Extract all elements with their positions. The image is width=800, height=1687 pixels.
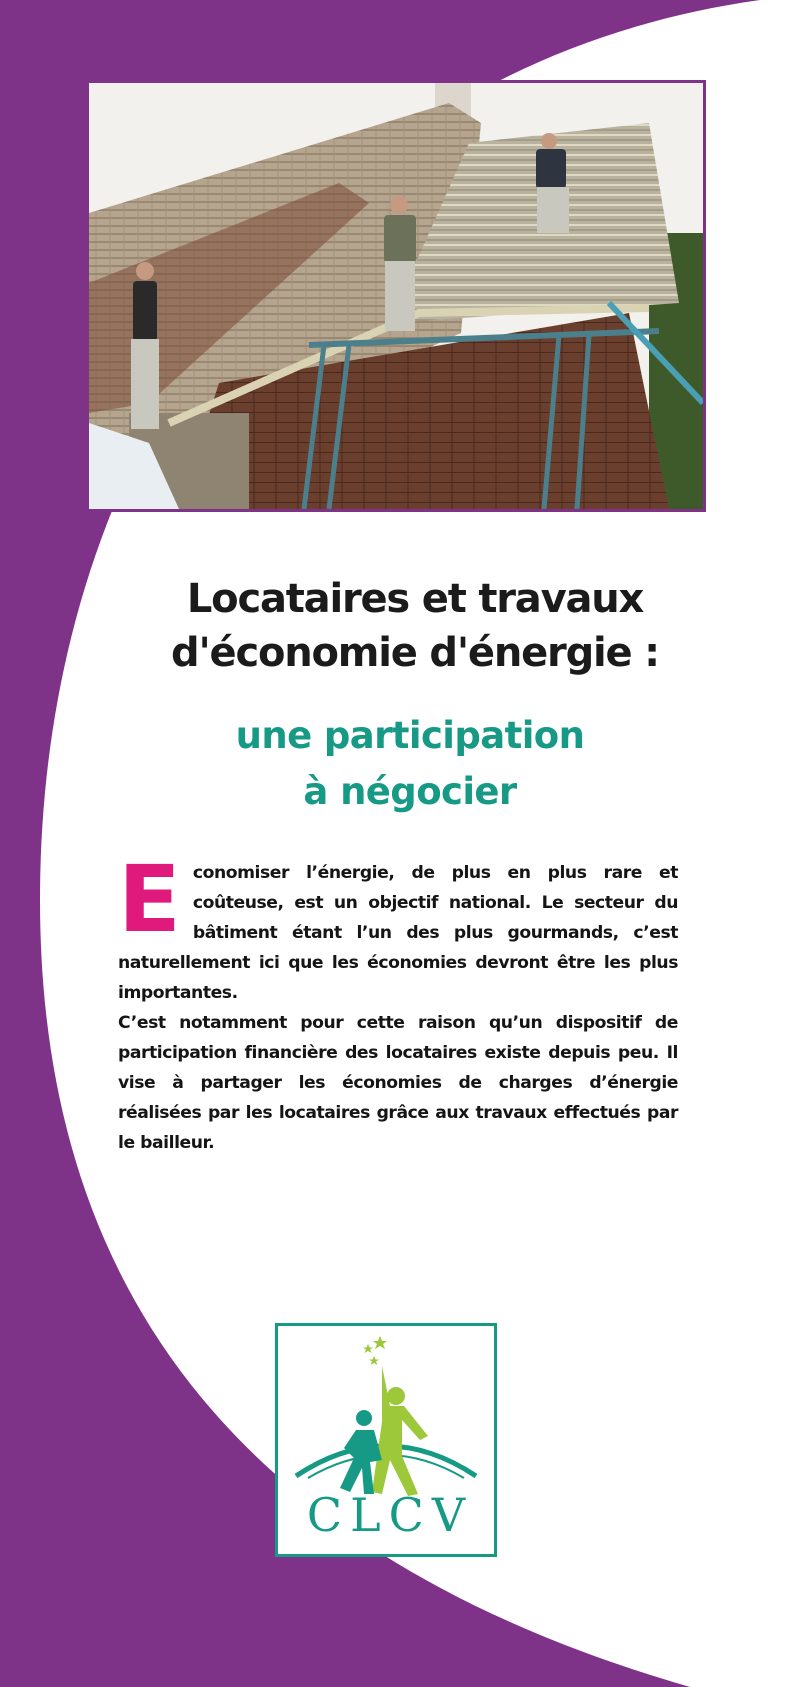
roof-photo-illustration [89, 83, 703, 509]
green-figure-icon [372, 1366, 428, 1496]
subtitle-line-2: à négocier [303, 770, 517, 813]
roof-workers-photo [86, 80, 706, 512]
paragraph-1-text: conomiser l’énergie, de plus en plus rare et coûteuse, est un objectif national. Le secteur du bâtiment étant l’un des plus gourmands, c’est naturellement ici que les économies devront être les plus importantes. [118, 863, 678, 1003]
clcv-logo-text: CLCV [306, 1488, 474, 1542]
clcv-logo [275, 1323, 497, 1557]
page-subtitle [150, 708, 670, 820]
worker-1 [131, 262, 159, 429]
drop-cap: E [118, 846, 181, 953]
body-text [118, 846, 678, 1158]
star-icon [363, 1336, 387, 1365]
subtitle-line-1: une participation [235, 714, 585, 757]
body-paragraph-2: C’est notamment pour cette raison qu’un dispositif de participation financière des locataires existe depuis peu. Il vise à partager les économies de charges d’énergie réalisées par les locataires grâce aux travaux effectués par le bailleur. [118, 1013, 678, 1153]
page-title [100, 572, 730, 680]
title-line-2: d'économie d'énergie : [171, 630, 659, 676]
body-paragraph-1 [118, 846, 678, 1008]
title-line-1: Locataires et travaux [186, 576, 644, 622]
worker-2 [384, 196, 416, 331]
